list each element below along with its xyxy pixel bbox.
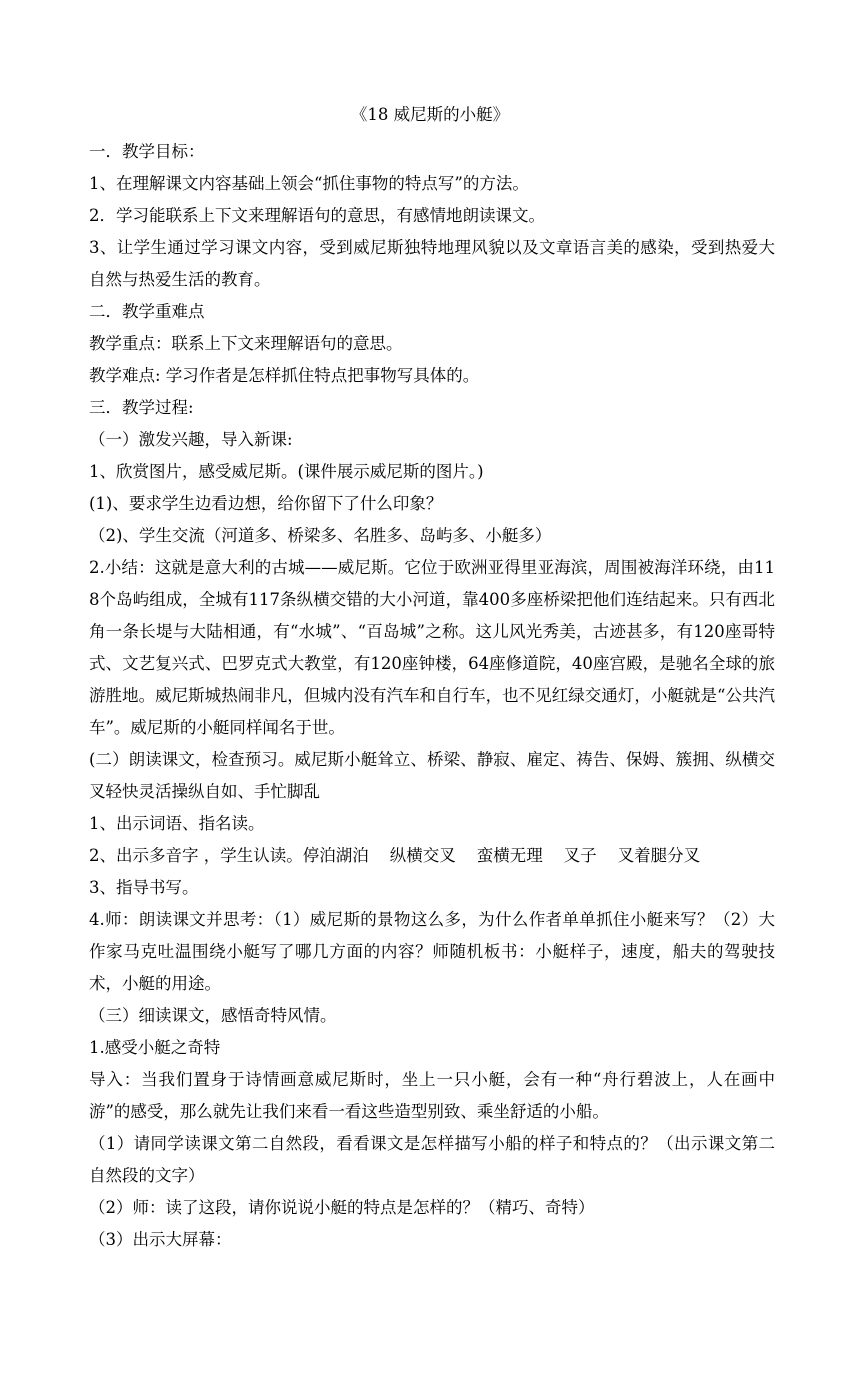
step-paragraph: 3、指导书写。 [89, 878, 199, 897]
objective-3: 3、让学生通过学习课文内容，受到威尼斯独特地理风貌以及文章语言美的感染，受到热爱大自然与热爱生活的教育。 [89, 238, 775, 289]
step-paragraph: （1）请同学读课文第二自然段，看看课文是怎样描写小船的样子和特点的？（出示课文第二自然段的文字） [89, 1134, 775, 1185]
step-paragraph: （2）师：读了这段，请你说说小艇的特点是怎样的？（精巧、奇特） [89, 1198, 595, 1217]
step-paragraph: 1、出示词语、指名读。 [89, 814, 265, 833]
step-heading-1: （一）激发兴趣，导入新课: [89, 430, 293, 449]
step-paragraph: 2、出示多音字 ，学生认读。停泊湖泊 纵横交叉 蛮横无理 叉子 叉着腿分叉 [89, 846, 701, 865]
step-heading-2: (二）朗读课文，检查预习。威尼斯小艇耸立、桥梁、静寂、雇定、祷告、保姆、簇拥、纵横交叉轻快灵活操纵自如、手忙脚乱 [89, 750, 775, 801]
step-paragraph: 1、欣赏图片，感受威尼斯。(课件展示威尼斯的图片。) [89, 462, 484, 481]
section-heading-process: 三．教学过程: [89, 398, 194, 417]
key-point: 教学重点：联系上下文来理解语句的意思。 [89, 334, 403, 353]
step-paragraph: 4.师：朗读课文并思考：（1）威尼斯的景物这么多，为什么作者单单抓住小艇来写？（2）大作家马克吐温围绕小艇写了哪几方面的内容？师随机板书：小艇样子，速度，船夫的驾驶技术，小艇的用途。 [89, 910, 775, 993]
step-paragraph: （3）出示大屏幕： [89, 1230, 232, 1249]
objective-2: 2．学习能联系上下文来理解语句的意思，有感情地朗读课文。 [89, 206, 545, 225]
step-heading-3: （三）细读课文，感悟奇特风情。 [89, 1006, 337, 1025]
sub-heading: 1.感受小艇之奇特 [89, 1038, 221, 1057]
objective-1: 1、在理解课文内容基础上领会“抓住事物的特点写”的方法。 [89, 174, 529, 193]
step-paragraph: 导入：当我们置身于诗情画意威尼斯时，坐上一只小艇，会有一种“舟行碧波上，人在画中游”的感受，那么就先让我们来看一看这些造型别致、乘坐舒适的小船。 [89, 1070, 775, 1121]
summary-paragraph: 2.小结：这就是意大利的古城——威尼斯。它位于欧洲亚得里亚海滨，周围被海洋环绕，由118个岛屿组成，全城有117条纵横交错的大小河道，靠400多座桥梁把他们连结起来。只有西北角一条长堤与大陆相通，有“水城”、“百岛城”之称。这儿风光秀美，古迹甚多，有120座哥特式、文艺复兴式、巴罗克式大教堂，有120座钟楼，64座修道院，40座宫殿，是驰名全球的旅游胜地。威尼斯城热闹非凡，但城内没有汽车和自行车，也不见红绿交通灯，小艇就是“公共汽车”。威尼斯的小艇同样闻名于世。 [89, 558, 775, 737]
difficult-point: 教学难点: 学习作者是怎样抓住特点把事物写具体的。 [89, 366, 480, 385]
section-heading-objectives: 一．教学目标： [89, 142, 205, 161]
document-body [89, 136, 775, 1256]
step-paragraph: (1)、要求学生边看边想，给你留下了什么印象？ [89, 494, 443, 513]
step-paragraph: （2)、学生交流（河道多、桥梁多、名胜多、岛屿多、小艇多） [89, 526, 552, 545]
document-title: 《18 威尼斯的小艇》 [350, 105, 510, 124]
section-heading-key-points: 二．教学重难点 [89, 302, 205, 321]
